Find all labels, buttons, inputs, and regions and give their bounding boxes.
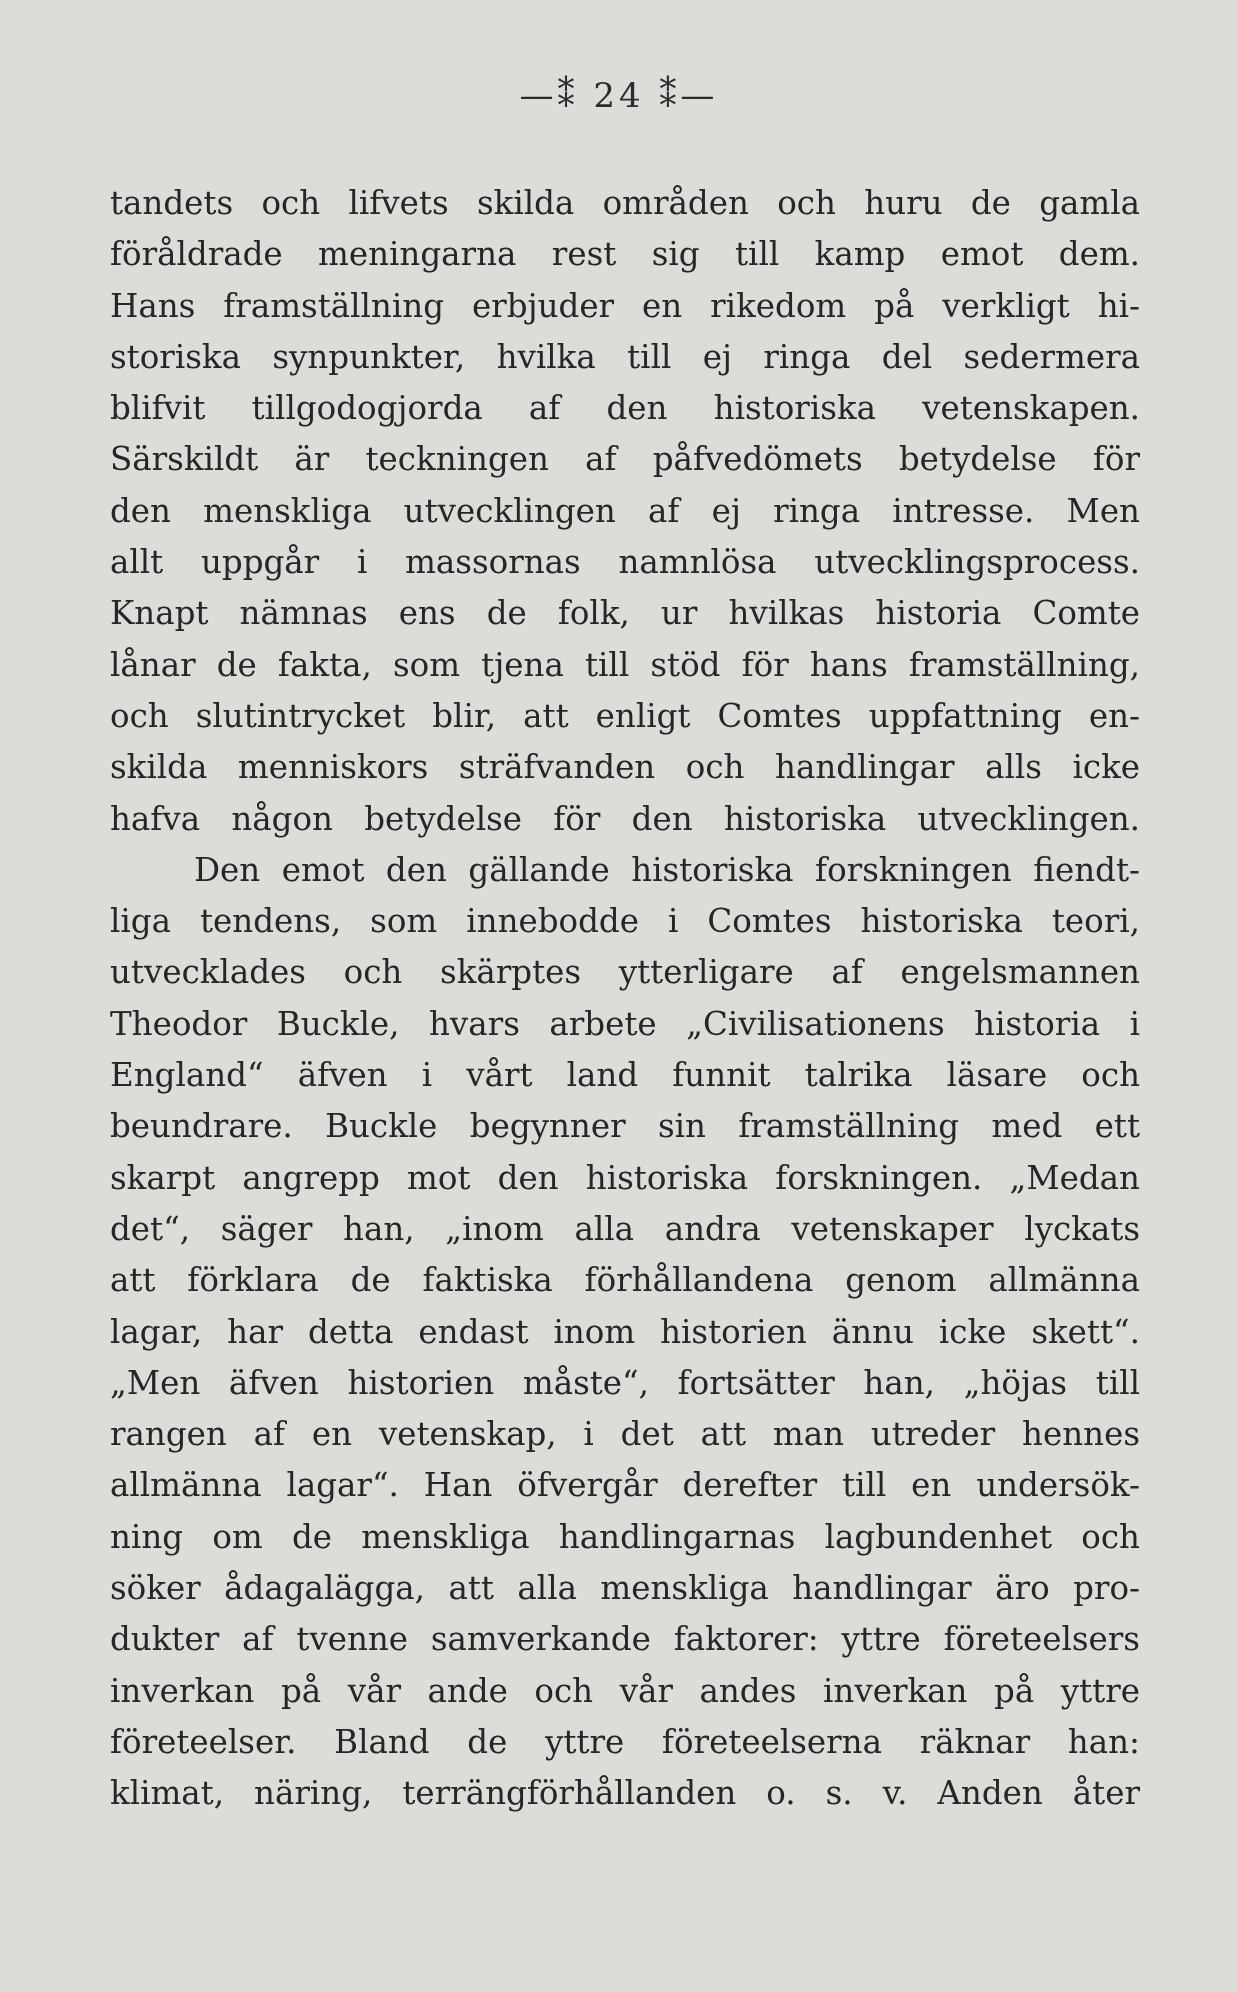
text-line: skilda menniskors sträfvanden och handlingar alls icke: [110, 748, 1140, 787]
text-line: lånar de fakta, som tjena till stöd för hans framställning,: [110, 645, 1140, 684]
paragraph-start-line: Den emot den gällande historiska forskningen fiendt-: [194, 850, 1140, 889]
text-line: och slutintrycket blir, att enligt Comtes uppfattning en-: [110, 696, 1140, 735]
text-line: hafva någon betydelse för den historiska utvecklingen.: [110, 799, 1140, 838]
text-line: söker ådagalägga, att alla menskliga handlingar äro pro-: [110, 1569, 1140, 1608]
text-line: Knapt nämnas ens de folk, ur hvilkas historia Comte: [110, 594, 1140, 633]
text-line: allt uppgår i massornas namnlösa utvecklingsprocess.: [110, 543, 1140, 582]
text-line: Särskildt är teckningen af påfvedömets betydelse för: [110, 440, 1140, 479]
text-line: England“ äfven i vårt land funnit talrika läsare och: [110, 1056, 1140, 1095]
text-line: rangen af en vetenskap, i det att man utreder hennes: [110, 1415, 1140, 1454]
text-line: klimat, näring, terrängförhållanden o. s. v. Anden åter: [110, 1774, 1140, 1813]
text-line: inverkan på vår ande och vår andes inverkan på yttre: [110, 1671, 1140, 1710]
text-line: föråldrade meningarna rest sig till kamp emot dem.: [110, 235, 1140, 274]
text-line: allmänna lagar“. Han öfvergår derefter till en undersök-: [110, 1466, 1140, 1505]
text-line: Hans framställning erbjuder en rikedom på verkligt hi-: [110, 286, 1140, 325]
text-line: „Men äfven historien måste“, fortsätter han, „höjas till: [110, 1363, 1140, 1402]
text-line: den menskliga utvecklingen af ej ringa intresse. Men: [110, 491, 1140, 530]
text-line: det“, säger han, „inom alla andra vetenskaper lyckats: [110, 1209, 1140, 1248]
text-line: beundrare. Buckle begynner sin framställning med ett: [110, 1107, 1140, 1146]
text-line: att förklara de faktiska förhållandena genom allmänna: [110, 1261, 1140, 1300]
page-number-header: —⁑ 24 ⁑—: [519, 76, 719, 116]
text-line: företeelser. Bland de yttre företeelserna räknar han:: [110, 1722, 1140, 1761]
text-line: dukter af tvenne samverkande faktorer: yttre företeelsers: [110, 1620, 1140, 1659]
text-line: skarpt angrepp mot den historiska forskningen. „Medan: [110, 1158, 1140, 1197]
text-line: ning om de menskliga handlingarnas lagbundenhet och: [110, 1517, 1140, 1556]
text-line: lagar, har detta endast inom historien ännu icke skett“.: [110, 1312, 1140, 1351]
text-line: utvecklades och skärptes ytterligare af engelsmannen: [110, 953, 1140, 992]
text-line: liga tendens, som innebodde i Comtes historiska teori,: [110, 902, 1140, 941]
body-text: [110, 178, 1140, 1820]
text-line: tandets och lifvets skilda områden och huru de gamla: [110, 184, 1140, 222]
text-line: Theodor Buckle, hvars arbete „Civilisationens historia i: [110, 1004, 1140, 1043]
text-line: blifvit tillgodogjorda af den historiska vetenskapen.: [110, 389, 1140, 428]
text-line: storiska synpunkter, hvilka till ej ringa del sedermera: [110, 337, 1140, 376]
